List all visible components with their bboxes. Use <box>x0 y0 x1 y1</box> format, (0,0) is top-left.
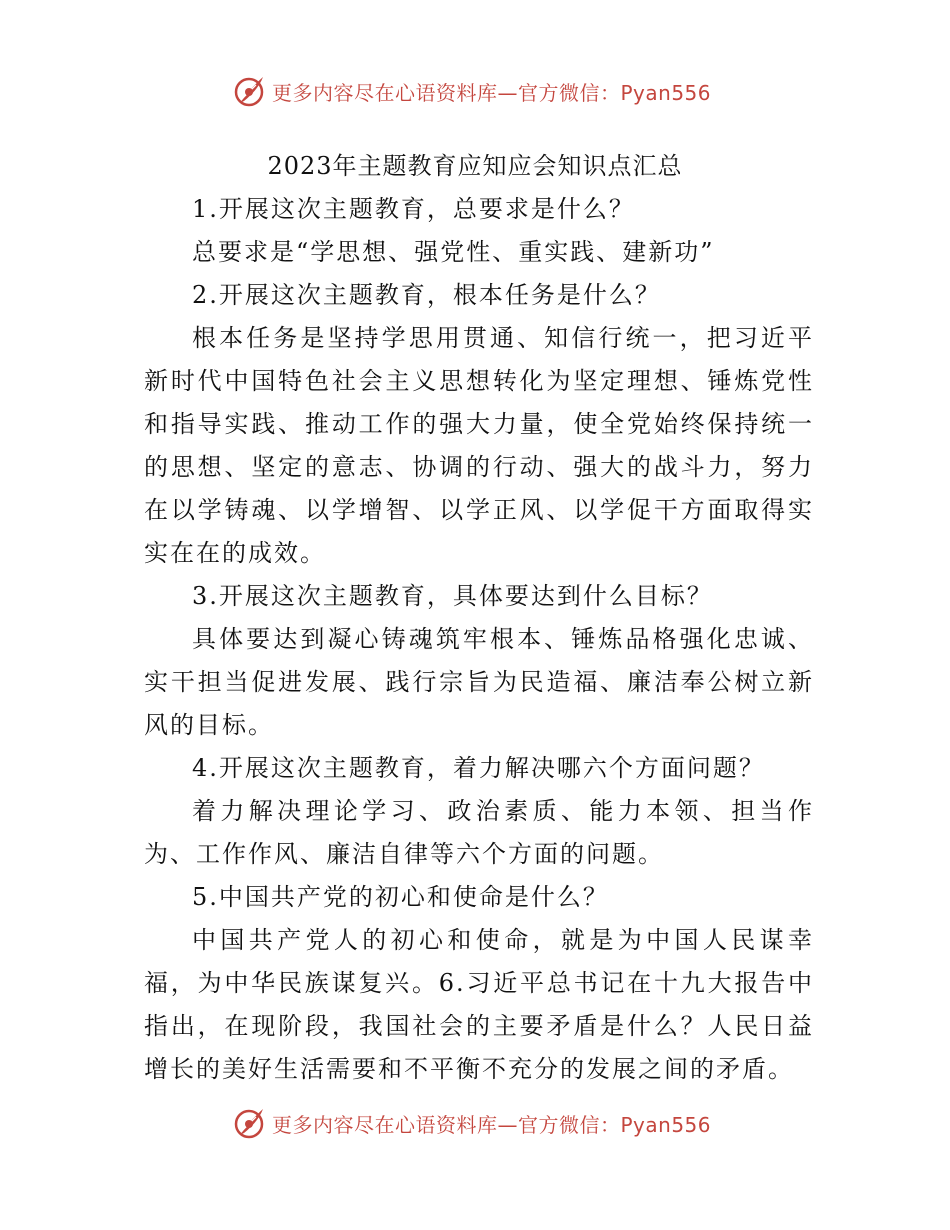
watermark-banner-bottom <box>232 1103 711 1143</box>
watermark-text: 更多内容尽在心语资料库—官方微信：Pyan556 <box>272 80 712 105</box>
quill-pen-logo-icon <box>232 73 268 109</box>
question-3: 3.开展这次主题教育，具体要达到什么目标？ <box>192 582 713 610</box>
question-5: 5.中国共产党的初心和使命是什么？ <box>192 883 609 911</box>
question-1: 1.开展这次主题教育，总要求是什么？ <box>192 195 635 223</box>
answer-1: 总要求是“学思想、强党性、重实践、建新功” <box>192 238 715 266</box>
watermark-text: 更多内容尽在心语资料库—官方微信：Pyan556 <box>272 1112 712 1137</box>
question-4: 4.开展这次主题教育，着力解决哪六个方面问题？ <box>192 754 765 782</box>
document-body <box>144 188 814 1091</box>
answer-5-and-question-6: 中国共产党人的初心和使命，就是为中国人民谋幸福，为中华民族谋复兴。6.习近平总书记在十九大报告中指出，在现阶段，我国社会的主要矛盾是什么？人民日益增长的美好生活需要和不平衡不充分的发展之间的矛盾。 <box>144 926 814 1083</box>
answer-3: 具体要达到凝心铸魂筑牢根本、锤炼品格强化忠诚、实干担当促进发展、践行宗旨为民造福、廉洁奉公树立新风的目标。 <box>144 625 814 739</box>
document-title: 2023年主题教育应知应会知识点汇总 <box>267 152 683 180</box>
answer-2: 根本任务是坚持学思用贯通、知信行统一，把习近平新时代中国特色社会主义思想转化为坚定理想、锤炼党性和指导实践、推动工作的强大力量，使全党始终保持统一的思想、坚定的意志、协调的行动、强大的战斗力，努力在以学铸魂、以学增智、以学正风、以学促干方面取得实实在在的成效。 <box>144 324 814 567</box>
answer-4: 着力解决理论学习、政治素质、能力本领、担当作为、工作作风、廉洁自律等六个方面的问题。 <box>144 797 814 868</box>
question-2: 2.开展这次主题教育，根本任务是什么？ <box>192 281 661 309</box>
quill-pen-logo-icon <box>232 1105 268 1141</box>
watermark-banner-top <box>232 71 711 111</box>
